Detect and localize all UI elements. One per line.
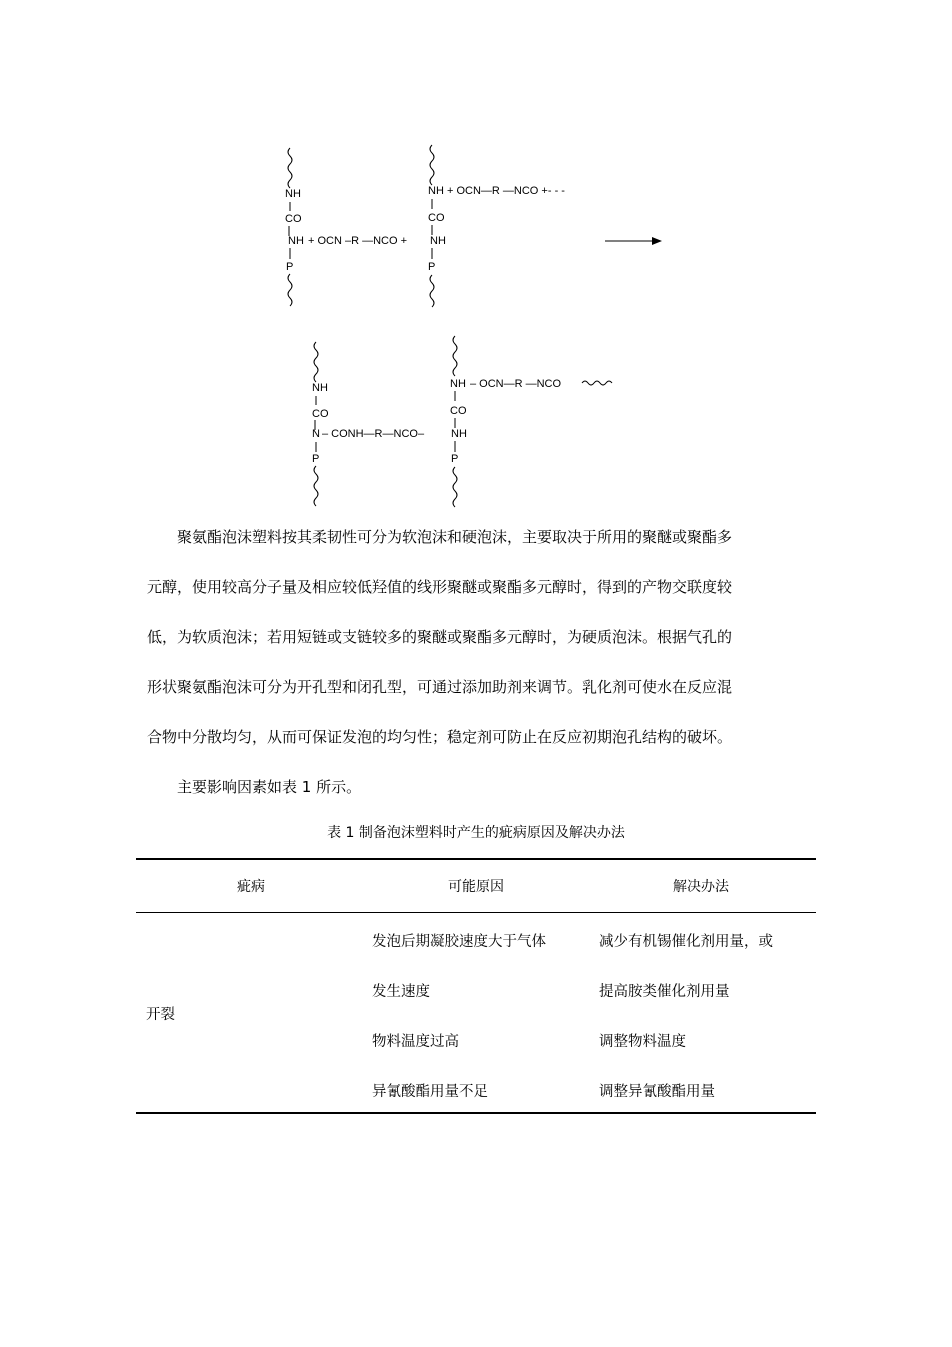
reaction-scheme (0, 0, 952, 520)
product-left-p: P (312, 453, 320, 465)
reactant-connector: + OCN –R —NCO + (308, 235, 408, 247)
table-cell-solution: 调整物料温度 (599, 1034, 686, 1050)
paragraph-line: 形状聚氨酯泡沫可分为开孔型和闭孔型，可通过添加助剂来调节。乳化剂可使水在反应混 (147, 678, 733, 696)
product-left-nh-top: NH (312, 382, 328, 394)
paragraph-line: 聚氨酯泡沫塑料按其柔韧性可分为软泡沫和硬泡沫，主要取决于所用的聚醚或聚酯多 (177, 528, 733, 546)
table-intro-paragraph (147, 762, 817, 812)
left-nh-top: NH (285, 188, 301, 200)
product-right-p: P (451, 453, 459, 465)
polymer-chain-wavy (453, 467, 457, 507)
right-nh-top: NH (428, 185, 444, 197)
polymer-chain-wavy (453, 336, 457, 376)
left-co: CO (285, 213, 302, 225)
polymer-chain-wavy (314, 342, 318, 382)
right-arrow-icon (605, 237, 662, 245)
paragraph-line: 低，为软质泡沫；若用短链或支链较多的聚醚或聚酯多元醇时，为硬质泡沫。根据气孔的 (147, 628, 733, 646)
left-p: P (286, 261, 294, 273)
paragraph-line: 主要影响因素如表 1 所示。 (177, 778, 362, 796)
product-connector: – CONH—R—NCO– (322, 428, 425, 440)
product-right-co: CO (450, 405, 467, 417)
right-p: P (428, 261, 436, 273)
product-right-nh-bottom: NH (451, 428, 467, 440)
polymer-chain-wavy (288, 148, 292, 188)
polymer-chain-wavy (314, 466, 318, 506)
table-cell-cause: 异氰酸酯用量不足 (372, 1084, 488, 1100)
table-cell-solution: 提高胺类催化剂用量 (599, 984, 730, 1000)
table-caption: 表 1 制备泡沫塑料时产生的疵病原因及解决办法 (327, 825, 625, 841)
polymer-chain-wavy (430, 275, 434, 307)
reactant-tail: + OCN—R —NCO +- - - (447, 185, 565, 197)
polymer-chain-wavy (430, 145, 434, 185)
table-bottom-rule (136, 1112, 816, 1114)
product-right-nh-top: NH (450, 378, 466, 390)
right-nh-bottom: NH (430, 235, 446, 247)
table-cell-defect: 开裂 (146, 1007, 175, 1023)
left-nh-bottom: NH (288, 235, 304, 247)
table-cell-cause: 发泡后期凝胶速度大于气体 (372, 934, 546, 950)
table-cell-cause: 发生速度 (372, 984, 430, 1000)
table-cell-solution: 减少有机锡催化剂用量，或 (599, 934, 773, 950)
column-header-cause: 可能原因 (448, 879, 504, 895)
table-cell-cause: 物料温度过高 (372, 1034, 459, 1050)
polymer-chain-wavy (288, 274, 292, 306)
table-cell-solution: 调整异氰酸酯用量 (599, 1084, 715, 1100)
body-paragraph (147, 512, 817, 762)
reaction-scheme-svg (0, 0, 952, 520)
right-co: CO (428, 212, 445, 224)
table-top-rule (136, 858, 816, 860)
product-left-co: CO (312, 408, 329, 420)
column-header-defect: 疵病 (237, 879, 265, 895)
table-header-rule (136, 912, 816, 913)
paragraph-line: 元醇，使用较高分子量及相应较低羟值的线形聚醚或聚酯多元醇时，得到的产物交联度较 (147, 578, 733, 596)
product-left-n: N (312, 428, 320, 440)
paragraph-line: 合物中分散均匀，从而可保证发泡的均匀性；稳定剂可防止在反应初期泡孔结构的破坏。 (147, 728, 733, 746)
column-header-solution: 解决办法 (673, 879, 729, 895)
polymer-chain-wavy (582, 381, 612, 385)
product-tail: – OCN—R —NCO (470, 378, 562, 390)
